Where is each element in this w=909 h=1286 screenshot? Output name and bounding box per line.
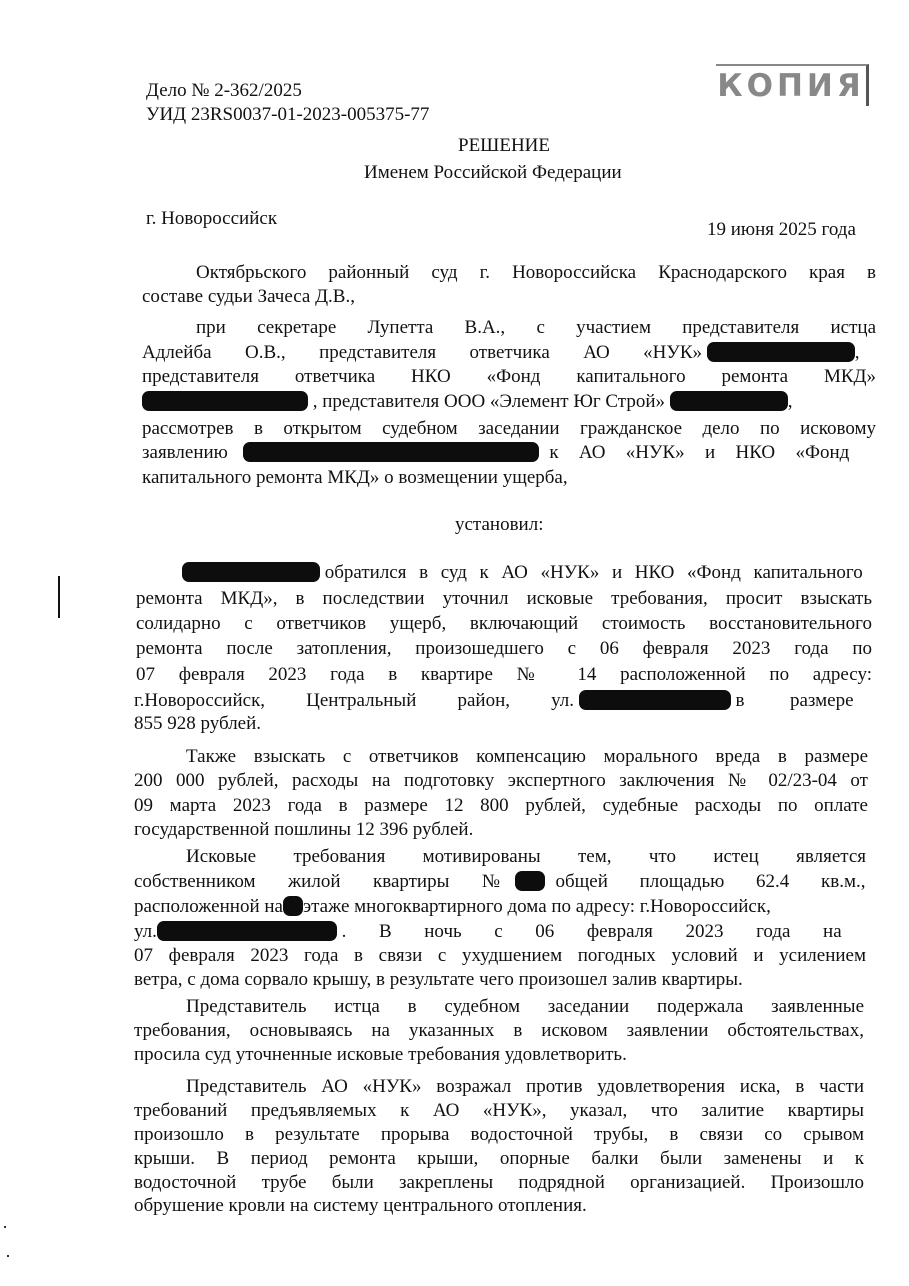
paragraph-line: 200 000 рублей, расходы на подготовку экспертного заключения № 02/23-04 от — [134, 770, 868, 791]
paragraph-line: ветра, с дома сорвало крышу, в результате чего произошел залив квартиры. — [134, 969, 743, 990]
intro-text: Адлейба О.В., представителя ответчика АО «НУК» — [142, 342, 702, 363]
paragraph-line: требования, основываясь на указанных в исковом заявлении обстоятельствах, — [134, 1020, 864, 1041]
intro-text: заявлению — [142, 442, 228, 463]
margin-mark — [58, 576, 60, 618]
intro-line: Октябрьского районный суд г. Новороссийска Краснодарского края в — [196, 262, 876, 283]
city: г. Новороссийск — [146, 208, 278, 229]
paragraph-text: этаже многоквартирного дома по адресу: г.Новороссийск, — [302, 896, 771, 917]
established-heading: установил: — [455, 514, 544, 535]
intro-line: составе судьи Зачеса Д.В., — [142, 286, 355, 307]
paragraph-text: обратился в суд к АО «НУК» и НКО «Фонд капитального — [324, 562, 863, 583]
case-uid: УИД 23RS0037-01-2023-005375-77 — [146, 104, 430, 125]
decision-date: 19 июня 2025 года — [707, 219, 856, 240]
scan-speck — [7, 1255, 9, 1257]
paragraph-text: собственником жилой квартиры № — [134, 871, 500, 892]
redacted-block — [670, 391, 788, 411]
redacted-block — [182, 562, 320, 582]
paragraph-line: крыши. В период ремонта крыши, опорные балки были заменены и к — [134, 1148, 864, 1169]
paragraph-line: произошло в результате прорыва водосточной трубы, в связи со срывом — [134, 1124, 864, 1145]
paragraph-line: Представитель АО «НУК» возражал против удовлетворения иска, в части — [186, 1076, 864, 1097]
paragraph-line: Исковые требования мотивированы тем, что истец является — [186, 846, 866, 867]
paragraph-line: 855 928 рублей. — [134, 713, 262, 734]
intro-text: , — [787, 391, 793, 412]
paragraph-text: . В ночь с 06 февраля 2023 года на — [341, 921, 842, 942]
intro-text: к АО «НУК» и НКО «Фонд — [549, 442, 850, 463]
paragraph-text: ул. — [134, 921, 157, 942]
intro-line: рассмотрев в открытом судебном заседании гражданское дело по исковому — [142, 418, 876, 439]
redacted-block — [142, 391, 308, 411]
paragraph-line: просила суд уточненные исковые требования удовлетворить. — [134, 1044, 627, 1065]
paragraph-text: в размере — [735, 690, 854, 711]
paragraph-text: общей площадью 62.4 кв.м., — [555, 871, 866, 892]
intro-line: при секретаре Лупетта В.А., с участием представителя истца — [196, 317, 876, 338]
paragraph-line: Представитель истца в судебном заседании подержала заявленные — [186, 996, 864, 1017]
paragraph-text: г.Новороссийск, Центральный район, ул. — [134, 690, 574, 711]
paragraph-line: обрушение кровли на систему центрального отопления. — [134, 1195, 587, 1216]
paragraph-line — [134, 921, 866, 943]
paragraph-line: ремонта МКД», в последствии уточнил исковые требования, просит взыскать — [136, 588, 872, 609]
case-number: Дело № 2-362/2025 — [146, 80, 302, 101]
redacted-block — [579, 690, 731, 710]
redacted-block — [515, 871, 545, 891]
redacted-block — [707, 342, 855, 362]
document-title: РЕШЕНИЕ — [458, 135, 550, 156]
document-subtitle: Именем Российской Федерации — [364, 162, 622, 183]
paragraph-line — [134, 896, 866, 918]
paragraph-line: 07 февраля 2023 года в связи с ухудшением погодных условий и усилением — [134, 945, 866, 966]
intro-line: капитального ремонта МКД» о возмещении ущерба, — [142, 467, 568, 488]
paragraph-line: солидарно с ответчиков ущерб, включающий стоимость восстановительного — [136, 613, 872, 634]
redacted-block — [157, 921, 337, 941]
paragraph-line — [134, 690, 872, 712]
intro-text: , представителя ООО «Элемент Юг Строй» — [312, 391, 666, 412]
paragraph-line: 07 февраля 2023 года в квартире № 14 расположенной по адресу: — [136, 664, 872, 685]
paragraph-line — [182, 562, 872, 584]
paragraph-line: государственной пошлины 12 396 рублей. — [134, 819, 474, 840]
paragraph-line: водосточной трубе были закреплены подрядной организацией. Произошло — [134, 1172, 864, 1193]
intro-line — [142, 342, 876, 364]
paragraph-line: требований предъявляемых к АО «НУК», указал, что залитие квартиры — [134, 1100, 864, 1121]
copy-stamp: КОПИЯ — [716, 64, 869, 106]
paragraph-line: ремонта после затопления, произошедшего с 06 февраля 2023 года по — [136, 638, 872, 659]
intro-line: представителя ответчика НКО «Фонд капитального ремонта МКД» — [142, 366, 876, 387]
paragraph-line: 09 марта 2023 года в размере 12 800 рублей, судебные расходы по оплате — [134, 795, 868, 816]
scan-speck — [4, 1226, 6, 1228]
intro-text: , — [854, 342, 860, 363]
intro-line — [142, 391, 876, 413]
redacted-block — [243, 442, 539, 462]
paragraph-text: расположенной на — [134, 896, 283, 917]
redacted-block — [283, 896, 303, 916]
paragraph-line — [134, 871, 866, 893]
intro-line — [142, 442, 876, 464]
paragraph-line: Также взыскать с ответчиков компенсацию морального вреда в размере — [186, 746, 868, 767]
